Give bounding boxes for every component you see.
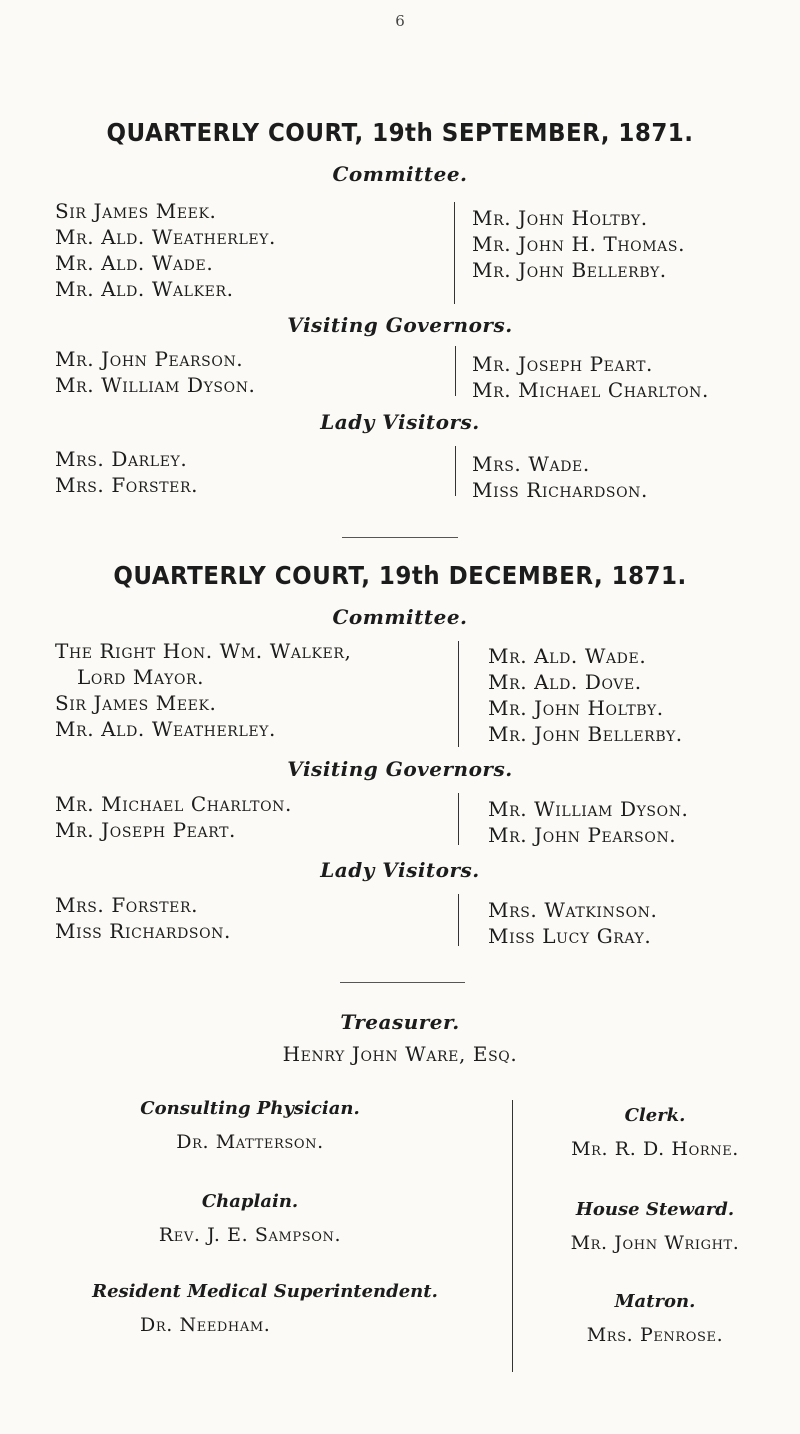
member-name: Mr. Michael Charlton. (472, 378, 709, 402)
member-name: Mr. John Pearson. (55, 347, 244, 371)
column-divider (455, 446, 456, 496)
member-name: Mr. John Holtby. (488, 696, 664, 720)
house-steward (540, 1198, 770, 1256)
member-name: Mr. Ald. Weatherley. (55, 717, 276, 741)
member-name: Mr. Ald. Walker. (55, 277, 234, 301)
column-divider (458, 793, 459, 845)
member-name: The Right Hon. Wm. Walker, (55, 639, 352, 663)
section-divider (340, 982, 465, 983)
december-ladies-right (488, 897, 657, 949)
office-holder: Mr. R. D. Horne. (571, 1138, 739, 1160)
member-name: Mr. Ald. Wade. (55, 251, 214, 275)
september-ladies-heading: Lady Visitors. (320, 410, 480, 434)
office-holder: Dr. Matterson. (176, 1131, 324, 1153)
member-name: Mrs. Watkinson. (488, 898, 658, 922)
treasurer-heading: Treasurer. (340, 1010, 460, 1034)
column-divider (458, 641, 459, 747)
september-ladies-right (472, 451, 648, 503)
clerk (540, 1104, 770, 1162)
office-title: Matron. (614, 1291, 696, 1312)
member-name: Mr. John Bellerby. (472, 258, 667, 282)
office-title: Chaplain. (201, 1191, 299, 1212)
office-title: Consulting Physician. (140, 1098, 360, 1119)
member-name: Mrs. Darley. (55, 447, 188, 471)
column-divider (455, 346, 456, 396)
september-committee-left (55, 198, 276, 302)
member-name: Mr. William Dyson. (55, 373, 256, 397)
office-title: Resident Medical Superintendent. (92, 1281, 438, 1302)
december-court-title: QUARTERLY COURT, 19th DECEMBER, 1871. (113, 561, 687, 590)
member-name: Mr. John H. Thomas. (472, 232, 686, 256)
matron (540, 1290, 770, 1348)
december-committee-right (488, 643, 683, 747)
member-name: Sir James Meek. (55, 691, 217, 715)
member-name: Sir James Meek. (55, 199, 217, 223)
section-divider (342, 537, 458, 538)
september-committee-heading: Committee. (332, 162, 468, 186)
member-name: Mr. Ald. Weatherley. (55, 225, 276, 249)
member-name: Miss Richardson. (472, 478, 648, 502)
september-committee-right (472, 205, 685, 283)
december-ladies-left (55, 892, 231, 944)
december-governors-right (488, 796, 689, 848)
column-divider (454, 202, 455, 304)
member-name: Mr. Joseph Peart. (55, 818, 237, 842)
office-holder: Dr. Needham. (140, 1314, 271, 1336)
consulting-physician (90, 1097, 410, 1155)
september-court-title: QUARTERLY COURT, 19th SEPTEMBER, 1871. (106, 118, 694, 147)
december-committee-left (55, 638, 351, 742)
september-ladies-left (55, 446, 198, 498)
september-governors-right (472, 351, 709, 403)
member-name: Lord Mayor. (77, 665, 205, 689)
member-name: Mr. Ald. Dove. (488, 670, 642, 694)
december-governors-heading: Visiting Governors. (287, 757, 513, 781)
member-name: Mrs. Forster. (55, 893, 199, 917)
office-holder: Mrs. Penrose. (586, 1324, 724, 1346)
december-committee-heading: Committee. (332, 605, 468, 629)
member-name: Mrs. Wade. (472, 452, 590, 476)
column-divider (512, 1100, 513, 1372)
treasurer-name: Henry John Ware, Esq. (282, 1042, 518, 1066)
office-title: House Steward. (575, 1199, 735, 1220)
office-holder: Mr. John Wright. (570, 1232, 740, 1254)
column-divider (458, 894, 459, 946)
member-name: Mr. John Bellerby. (488, 722, 683, 746)
member-name: Mr. John Holtby. (472, 206, 648, 230)
member-name: Miss Richardson. (55, 919, 231, 943)
page-number: 6 (395, 12, 405, 30)
member-name: Mrs. Forster. (55, 473, 199, 497)
member-name: Miss Lucy Gray. (488, 924, 652, 948)
office-title: Clerk. (624, 1105, 686, 1126)
resident-medical-superintendent (40, 1280, 490, 1338)
member-name: Mr. Michael Charlton. (55, 792, 292, 816)
member-name: Mr. Joseph Peart. (472, 352, 654, 376)
chaplain (90, 1190, 410, 1248)
member-name: Mr. John Pearson. (488, 823, 677, 847)
september-governors-heading: Visiting Governors. (287, 313, 513, 337)
member-name: Mr. William Dyson. (488, 797, 689, 821)
member-name: Mr. Ald. Wade. (488, 644, 647, 668)
office-holder: Rev. J. E. Sampson. (158, 1224, 342, 1246)
december-ladies-heading: Lady Visitors. (320, 858, 480, 882)
december-governors-left (55, 791, 292, 843)
september-governors-left (55, 346, 256, 398)
